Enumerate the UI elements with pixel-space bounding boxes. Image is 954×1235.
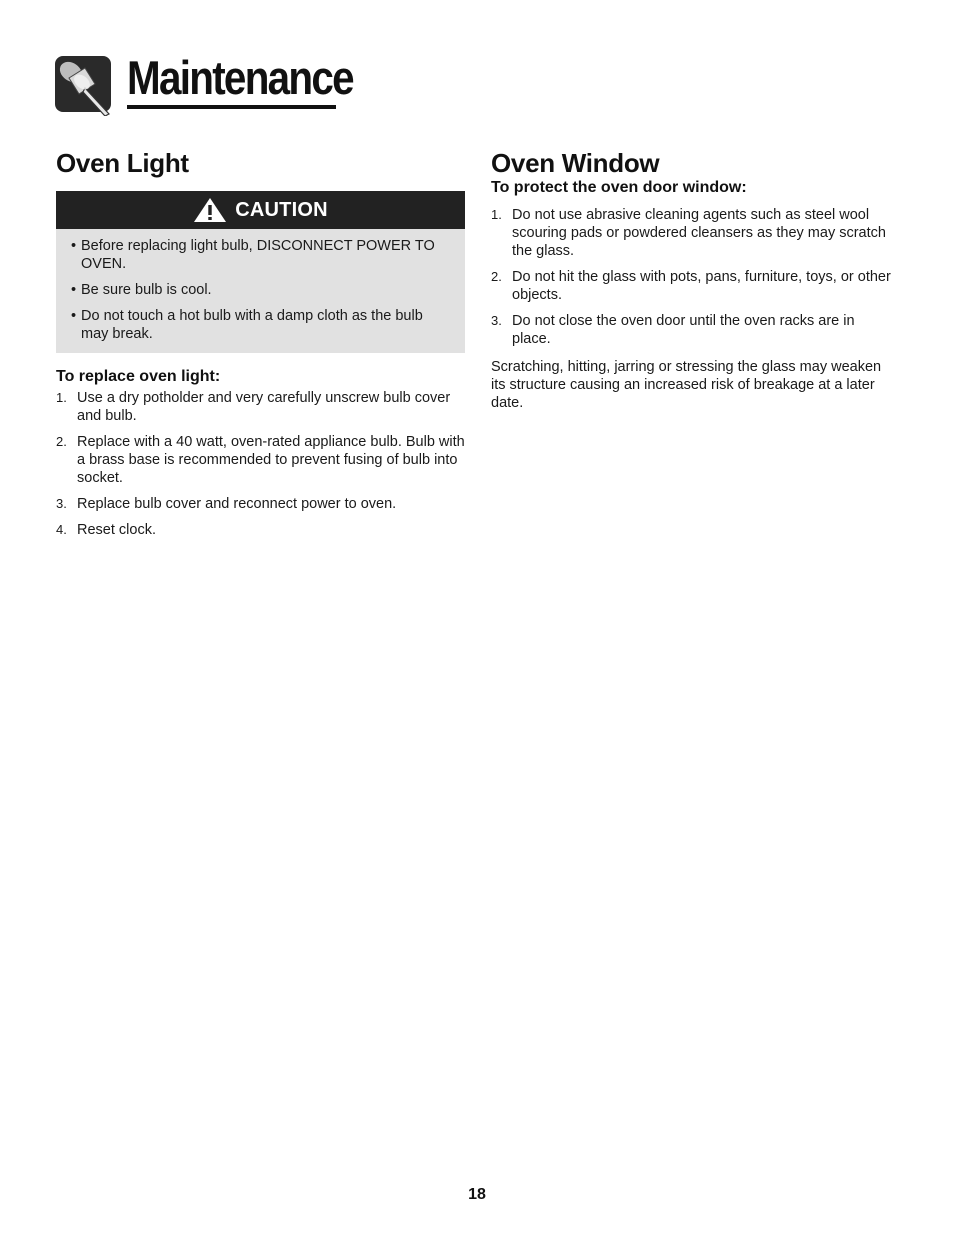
title-underline [127, 105, 336, 109]
list-item [491, 268, 896, 304]
oven-window-heading: Oven Window [491, 148, 660, 178]
bullet-icon: • [70, 308, 77, 324]
oven-light-section [56, 145, 466, 547]
oven-window-section [491, 145, 896, 412]
protect-window-steps [491, 206, 896, 348]
caution-bullet [66, 281, 451, 299]
step-number: 1. [56, 390, 67, 405]
page-number: 18 [468, 1186, 486, 1203]
step-text: Replace with a 40 watt, oven-rated appliance bulb. Bulb with a brass base is recommended to prevent fusing of bulb into socket. [77, 434, 465, 486]
replace-light-steps [56, 389, 466, 539]
step-number: 3. [56, 496, 67, 511]
page-header [55, 51, 353, 122]
step-number: 4. [56, 522, 67, 537]
step-number: 2. [56, 434, 67, 449]
caution-bullet-text: Before replacing light bulb, DISCONNECT POWER TO OVEN. [81, 238, 435, 272]
step-text: Do not close the oven door until the oven racks are in place. [512, 313, 855, 347]
caution-bullet-text: Be sure bulb is cool. [81, 282, 212, 298]
replace-light-subheading: To replace oven light: [56, 368, 221, 385]
list-item [56, 433, 466, 487]
list-item [56, 495, 466, 513]
pushpin-icon [55, 56, 113, 116]
caution-bullet-text: Do not touch a hot bulb with a damp cloth as the bulb may break. [81, 308, 423, 342]
step-number: 1. [491, 207, 502, 222]
list-item [56, 521, 466, 539]
warning-triangle-icon [193, 197, 227, 223]
caution-box [56, 191, 465, 353]
step-text: Do not use abrasive cleaning agents such as steel wool scouring pads or powdered cleansers as they may scratch the glass. [512, 207, 886, 259]
step-text: Use a dry potholder and very carefully unscrew bulb cover and bulb. [77, 390, 451, 424]
step-text: Replace bulb cover and reconnect power to oven. [77, 496, 397, 512]
list-item [491, 206, 896, 260]
caution-bullet [66, 307, 451, 343]
caution-header [56, 191, 465, 229]
caution-body [56, 229, 465, 353]
caution-label: CAUTION [235, 198, 328, 221]
page-title: Maintenance [127, 51, 353, 104]
protect-window-subheading: To protect the oven door window: [491, 179, 747, 196]
list-item [491, 312, 896, 348]
bullet-icon: • [70, 282, 77, 298]
caution-bullet [66, 237, 451, 273]
step-number: 2. [491, 269, 502, 284]
oven-light-heading: Oven Light [56, 148, 189, 178]
step-text: Reset clock. [77, 522, 156, 538]
window-warning-paragraph: Scratching, hitting, jarring or stressing the glass may weaken its structure causing an increased risk of breakage at a later date. [491, 359, 882, 411]
bullet-icon: • [70, 238, 77, 254]
step-text: Do not hit the glass with pots, pans, furniture, toys, or other objects. [512, 269, 891, 303]
list-item [56, 389, 466, 425]
step-number: 3. [491, 313, 502, 328]
